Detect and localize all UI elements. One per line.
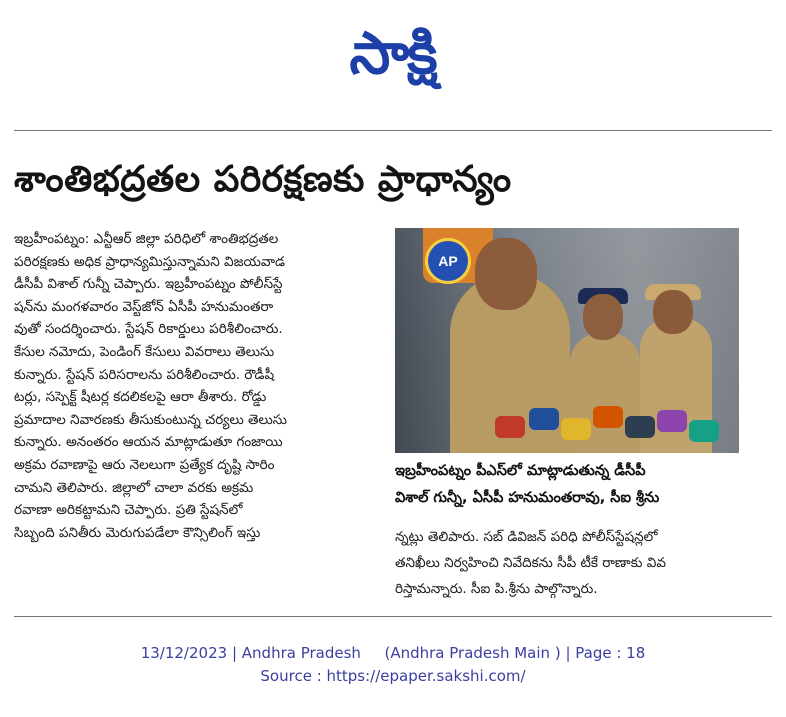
footer-edition: (Andhra Pradesh Main ) <box>384 644 561 662</box>
body-line: పరిరక్షణకు అధిక ప్రాధాన్యమిస్తున్నామని విజయవాడ <box>14 253 285 270</box>
microphone-icon <box>495 416 525 438</box>
officer-ci-head <box>653 290 693 334</box>
photo-caption <box>395 458 775 516</box>
officer-dcp-head <box>475 238 537 310</box>
body-line: ఇబ్రహీంపట్నం: ఎన్టీఆర్ జిల్లా పరిధిలో శాంతిభద్రతల <box>14 231 279 247</box>
caption-line: ఇబ్రహీంపట్నం పీఎస్‌లో మాట్లాడుతున్న డీసీపీ <box>395 463 646 479</box>
footer-state: Andhra Pradesh <box>241 644 361 662</box>
officer-acp-head <box>583 294 623 340</box>
microphone-icon <box>625 416 655 438</box>
footer-page: Page : 18 <box>575 644 646 662</box>
body-line: టర్లు, సస్పెక్ట్ షీటర్ల కదలికలపై ఆరా తీశారు. రోడ్డు <box>14 389 267 406</box>
microphones-group <box>495 396 735 453</box>
body-line: ప్రమాదాల నివారణకు తీసుకుంటున్న చర్యలు తెలుసు <box>14 411 287 428</box>
body-line: న్నట్లు తెలిపారు. సబ్ డివిజన్ పరిధి పోలీస్‌స్టేషన్లలో <box>395 529 658 545</box>
footer-meta-line <box>0 642 786 665</box>
body-line: అక్రమ రవాణాపై ఆరు నెలలుగా ప్రత్యేక దృష్టి సారిం <box>14 456 275 473</box>
masthead <box>0 0 786 110</box>
body-line: సిబ్బంది పనితీరు మెరుగుపడేలా కౌన్సిలింగ్ ఇస్తు <box>14 524 261 541</box>
body-line: డీసీపీ విశాల్ గున్నీ చెప్పారు. ఇబ్రహీంపట్నం పోలీస్‌స్టే <box>14 276 283 293</box>
microphone-icon <box>529 408 559 430</box>
body-line: రవాణా అరికట్టామని చెప్పారు. ప్రతి స్టేషన్‌లో <box>14 502 243 519</box>
microphone-icon <box>593 406 623 428</box>
bottom-divider <box>14 616 772 617</box>
body-line: కేసుల నమోదు, పెండింగ్ కేసులు వివరాలు తెలుసు <box>14 343 275 360</box>
article-body-left <box>14 228 366 608</box>
ap-police-emblem-icon <box>425 238 471 284</box>
microphone-icon <box>689 420 719 442</box>
body-line: రిస్తామన్నారు. సీఐ పి.శ్రీను పాల్గొన్నారు. <box>395 581 598 597</box>
news-photo <box>395 228 739 453</box>
article-headline: శాంతిభద్రతల పరిరక్షణకు ప్రాధాన్యం <box>14 159 512 200</box>
footer-separator: | <box>565 644 576 662</box>
microphone-icon <box>657 410 687 432</box>
sakshi-logo: సాక్షి <box>349 18 436 87</box>
microphone-icon <box>561 418 591 440</box>
top-divider <box>14 130 772 131</box>
article-body-right <box>395 524 775 608</box>
body-line: కున్నారు. అనంతరం ఆయన మాట్లాడుతూ గంజాయి <box>14 434 283 451</box>
footer-source[interactable]: Source : https://epaper.sakshi.com/ <box>260 667 526 685</box>
body-line: కున్నారు. స్టేషన్ పరిసరాలను పరిశీలించారు. రౌడీషీ <box>14 366 275 383</box>
caption-line: విశాల్ గున్నీ, ఏసీపీ హనుమంతరావు, సీఐ శ్రీను <box>395 490 660 506</box>
body-line: వుతో సందర్శించారు. స్టేషన్ రికార్డులు పరిశీలించారు. <box>14 321 283 338</box>
emblem-text: AP <box>438 253 458 269</box>
footer-date: 13/12/2023 <box>140 644 228 662</box>
body-line: తనిఖీలు నిర్వహించి నివేదికను సీపీ టీకే రాణాకు వివ <box>395 555 666 571</box>
body-line: చామని తెలిపారు. జిల్లాలో చాలా వరకు అక్రమ <box>14 479 254 496</box>
footer-separator: | <box>231 644 242 662</box>
body-line: షన్‌ను మంగళవారం వెస్ట్‌జోన్ ఏసీపీ హనుమంతరా <box>14 298 274 315</box>
footer <box>0 642 786 692</box>
